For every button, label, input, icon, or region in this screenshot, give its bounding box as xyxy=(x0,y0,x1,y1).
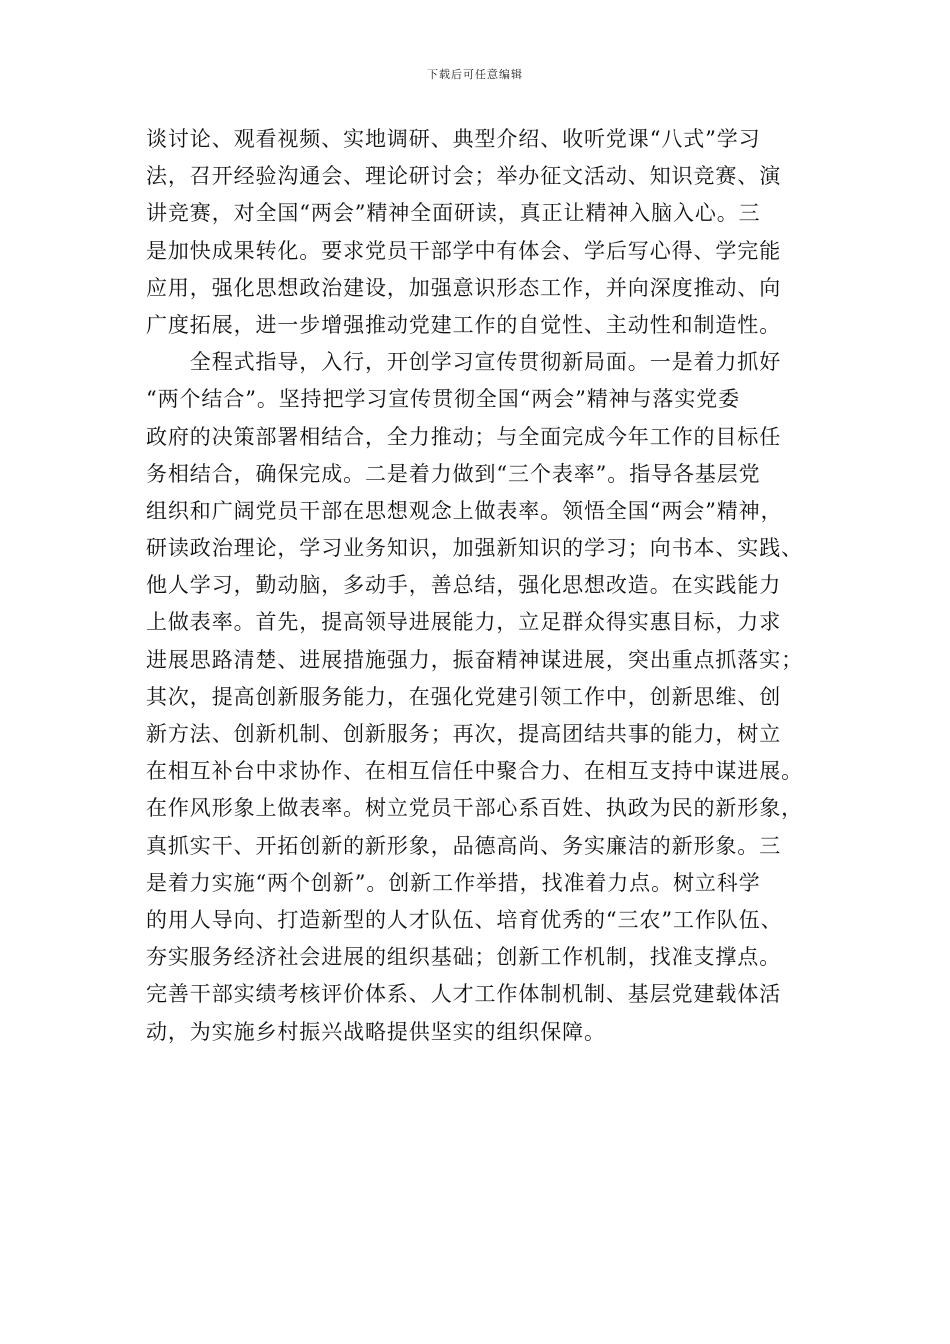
text-line: 完善干部实绩考核评价体系、人才工作体制机制、基层党建载体活 xyxy=(146,982,782,1007)
document-body xyxy=(146,121,808,1051)
text-line: 上做表率。首先，提高领导进展能力，立足群众得实惠目标，力求 xyxy=(146,610,782,635)
text-line: 在作风形象上做表率。树立党员干部心系百姓、执政为民的新形象， xyxy=(146,796,803,821)
text-line: 夯实服务经济社会进展的组织基础；创新工作机制，找准支撑点。 xyxy=(146,945,782,970)
text-line: 法，召开经验沟通会、理论研讨会；举办征文活动、知识竞赛、演 xyxy=(146,164,782,189)
text-line: “两个结合”。坚持把学习宣传贯彻全国“两会”精神与落实党委 xyxy=(146,387,741,412)
text-line: 在相互补台中求协作、在相互信任中聚合力、在相互支持中谋进展。 xyxy=(146,759,803,784)
text-line: 务相结合，确保完成。二是着力做到“三个表率”。指导各基层党 xyxy=(146,461,761,486)
text-line: 广度拓展，进一步增强推动党建工作的自觉性、主动性和制造性。 xyxy=(146,312,782,337)
text-line: 是加快成果转化。要求党员干部学中有体会、学后写心得、学完能 xyxy=(146,238,782,263)
page-header-note: 下载后可任意编辑 xyxy=(427,68,523,81)
text-line: 讲竞赛，对全国“两会”精神全面研读，真正让精神入脑入心。三 xyxy=(146,201,761,226)
text-line: 政府的决策部署相结合，全力推动；与全面完成今年工作的目标任 xyxy=(146,424,782,449)
text-line: 研读政治理论，学习业务知识，加强新知识的学习；向书本、实践、 xyxy=(146,536,803,561)
text-line: 组织和广阔党员干部在思想观念上做表率。领悟全国“两会”精神， xyxy=(146,498,783,523)
text-line: 进展思路清楚、进展措施强力，振奋精神谋进展，突出重点抓落实； xyxy=(146,647,803,672)
text-line: 的用人导向、打造新型的人才队伍、培育优秀的“三农”工作队伍、 xyxy=(146,907,783,932)
text-line: 应用，强化思想政治建设，加强意识形态工作，并向深度推动、向 xyxy=(146,275,782,300)
text-line: 谈讨论、观看视频、实地调研、典型介绍、收听党课“八式”学习 xyxy=(146,127,761,151)
text-line: 其次，提高创新服务能力，在强化党建引领工作中，创新思维、创 xyxy=(146,684,782,709)
text-line: 动，为实施乡村振兴战略提供坚实的组织保障。 xyxy=(146,1019,606,1044)
text-line: 他人学习，勤动脑，多动手，善总结，强化思想改造。在实践能力 xyxy=(146,573,782,598)
text-line: 新方法、创新机制、创新服务；再次，提高团结共事的能力，树立 xyxy=(146,722,782,746)
text-line: 真抓实干、开拓创新的新形象，品德高尚、务实廉洁的新形象。三 xyxy=(146,833,782,858)
text-line: 全程式指导，入行，开创学习宣传贯彻新局面。一是着力抓好 xyxy=(146,350,782,375)
text-line: 是着力实施“两个创新”。创新工作举措，找准着力点。树立科学 xyxy=(146,870,761,895)
